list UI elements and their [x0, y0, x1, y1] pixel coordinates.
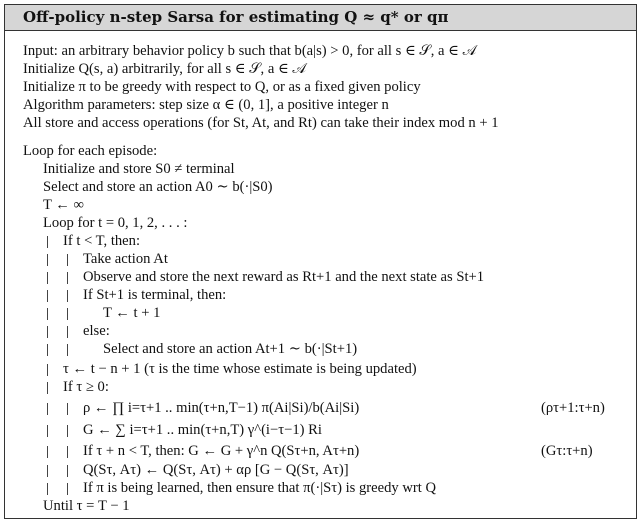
t-assign-line: T ← t + 1 [103, 305, 161, 321]
guide-bar [67, 446, 68, 458]
guide-bar [47, 254, 48, 266]
guide-bar [67, 483, 68, 495]
guide-bar [67, 326, 68, 338]
guide-bar [47, 326, 48, 338]
algorithm-box [4, 4, 637, 519]
loop-episode-line: Loop for each episode: [23, 143, 158, 159]
title-bar [5, 5, 636, 31]
guide-bar [47, 446, 48, 458]
t-infinity-line: T ← ∞ [43, 197, 84, 213]
guide-bar [67, 465, 68, 477]
greedy-line: If π is being learned, then ensure that π(·|Sτ) is greedy wrt Q [83, 480, 436, 496]
storage-line: All store and access operations (for St, At, and Rt) can take their index mod n + 1 [23, 115, 499, 131]
init-pi-line: Initialize π to be greedy with respect to Q, or as a fixed given policy [23, 79, 421, 95]
guide-bar [67, 290, 68, 302]
guide-bar [47, 403, 48, 415]
q-update-line: Q(Sτ, Aτ) ← Q(Sτ, Aτ) + αρ [G − Q(Sτ, Aτ)] [83, 462, 349, 478]
guide-bar [67, 425, 68, 437]
if-t-less-T-line: If t < T, then: [63, 233, 140, 249]
guide-bar [47, 483, 48, 495]
input-line: Input: an arbitrary behavior policy b such that b(a|s) > 0, for all s ∈ 𝒮, a ∈ 𝒜 [23, 43, 477, 59]
algorithm-title: Off-policy n-step Sarsa for estimating Q ≈ q* or qπ [23, 8, 449, 26]
guide-bar [47, 364, 48, 376]
take-action-line: Take action At [83, 251, 168, 267]
tau-assign-line: τ ← t − n + 1 (τ is the time whose estimate is being updated) [63, 361, 417, 377]
guide-bar [47, 425, 48, 437]
guide-bar [67, 254, 68, 266]
guide-bar [47, 344, 48, 356]
rho-note: (ρτ+1:τ+n) [541, 400, 605, 416]
loop-t-line: Loop for t = 0, 1, 2, . . . : [43, 215, 188, 231]
guide-bar [67, 403, 68, 415]
if-tau-n-line: If τ + n < T, then: G ← G + γ^n Q(Sτ+n, Aτ+n) [83, 443, 360, 459]
select-at1-line: Select and store an action At+1 ∼ b(·|St+1) [103, 341, 358, 357]
params-line: Algorithm parameters: step size α ∈ (0, 1], a positive integer n [23, 97, 389, 113]
until-line: Until τ = T − 1 [43, 498, 130, 514]
init-q-line: Initialize Q(s, a) arbitrarily, for all s ∈ 𝒮, a ∈ 𝒜 [23, 61, 307, 77]
g-sum-line: G ← ∑ i=τ+1 .. min(τ+n,T) γ^(i−τ−1) Ri [83, 422, 322, 438]
guide-bar [67, 308, 68, 320]
guide-bar [47, 290, 48, 302]
guide-bar [67, 344, 68, 356]
else-line: else: [83, 323, 110, 339]
if-tau-line: If τ ≥ 0: [63, 379, 109, 395]
guide-bar [47, 272, 48, 284]
init-s0-line: Initialize and store S0 ≠ terminal [43, 161, 235, 177]
guide-bar [47, 308, 48, 320]
guide-bar [47, 382, 48, 394]
rho-line: ρ ← ∏ i=τ+1 .. min(τ+n,T−1) π(Ai|Si)/b(Ai|Si) [83, 400, 360, 416]
observe-line: Observe and store the next reward as Rt+1 and the next state as St+1 [83, 269, 485, 285]
select-a0-line: Select and store an action A0 ∼ b(·|S0) [43, 179, 273, 195]
guide-bar [47, 236, 48, 248]
guide-bar [67, 272, 68, 284]
g-note: (Gτ:τ+n) [541, 443, 593, 459]
guide-bar [47, 465, 48, 477]
if-terminal-line: If St+1 is terminal, then: [83, 287, 227, 303]
